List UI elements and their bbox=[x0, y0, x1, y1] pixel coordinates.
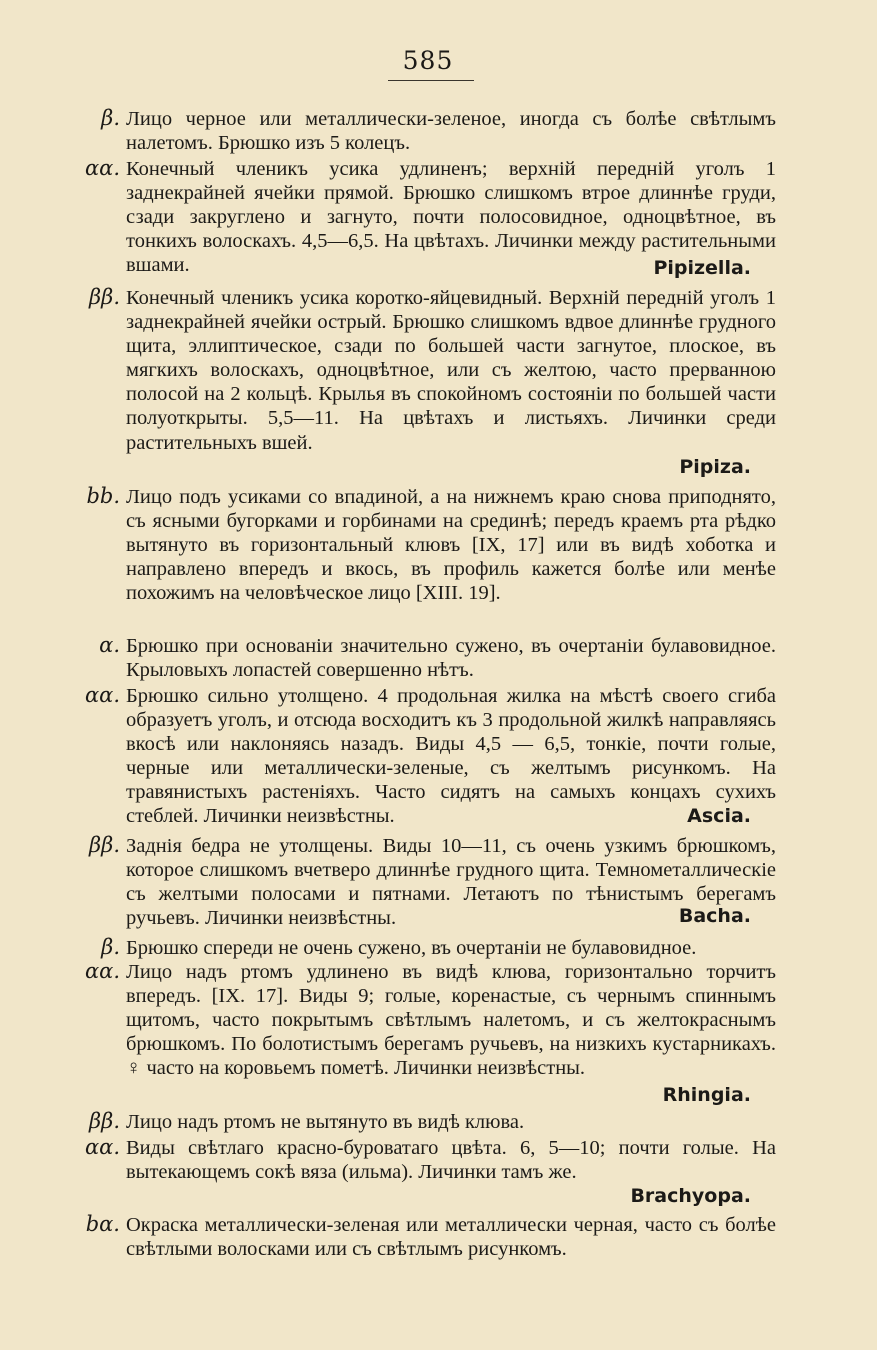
genus-name: Bacha. bbox=[678, 905, 751, 927]
key-marker: β. bbox=[101, 106, 120, 130]
key-marker: α. bbox=[99, 633, 120, 657]
key-marker: αα. bbox=[84, 959, 120, 983]
genus-name: Rhingia. bbox=[662, 1084, 751, 1106]
genus-name: Brachyopa. bbox=[630, 1185, 751, 1207]
key-text: Заднія бедра не утолщены. Виды 10—11, съ очень узкимъ брюшкомъ, которое слишкомъ вчетверо длиннѣе грудного щита. Темнометаллическіе съ желтыми полосами и пятнами. Летаютъ по тѣнистымъ берегамъ ручьевъ. Личинки неизвѣстны. bbox=[126, 835, 776, 930]
key-marker: β. bbox=[101, 935, 120, 959]
key-text-body: Конечный членикъ усика удлиненъ; верхній передній уголъ 1 заднекрайней ячейки прямой. Брюшко слишкомъ втрое длиннѣе груди, сзади закруглено и загнуто, почти полосовидное, одноцвѣтное, въ тонкихъ волоскахъ. 4,5—6,5. На цвѣтахъ. Личинки между растительными вшами. bbox=[126, 158, 776, 277]
key-marker: αα. bbox=[84, 1135, 120, 1159]
key-marker: bb. bbox=[86, 484, 120, 508]
key-text: Брюшко спереди не очень сужено, въ очертаніи не булавовидное. bbox=[126, 937, 697, 959]
genus-name: Ascia. bbox=[687, 805, 751, 827]
key-text: Виды свѣтлаго красно-буроватаго цвѣта. 6, 5—10; почти голые. На вытекающемъ сокѣ вяза (ильма). Личинки тамъ же. bbox=[126, 1137, 776, 1184]
page-number-rule bbox=[388, 80, 474, 81]
key-marker: αα. bbox=[84, 156, 120, 180]
key-text: Брюшко сильно утолщено. 4 продольная жилка на мѣстѣ своего сгиба образуетъ уголъ, и отсюда восходитъ къ 3 продольной жилкѣ направляясь вкосѣ или наклоняясь назадъ. Виды 4,5 — 6,5, тонкіе, почти голые, черные или металлически-зеленые, съ желтымъ рисункомъ. На травянистыхъ растеніяхъ. Часто сидятъ на самыхъ концахъ сухихъ стеблей. Личинки неизвѣстны. bbox=[126, 685, 776, 828]
key-marker: bα. bbox=[85, 1212, 120, 1236]
key-text: Брюшко при основаніи значительно сужено, въ очертаніи булавовидное. Крыловыхъ лопастей совершенно нѣтъ. bbox=[126, 635, 776, 682]
key-marker: αα. bbox=[84, 683, 120, 707]
key-text: Лицо черное или металлически-зеленое, иногда съ болѣе свѣтлымъ налетомъ. Брюшко изъ 5 колецъ. bbox=[126, 108, 776, 155]
key-text: Конечный членикъ усика коротко-яйцевидный. Верхній передній уголъ 1 заднекрайней ячейки острый. Брюшко слишкомъ вдвое длиннѣе грудного щита, эллиптическое, сзади по большей части загнутое, плоское, въ мягкихъ волоскахъ, одноцвѣтное, или съ желтою, часто прерванною полосой на 2 кольцѣ. Крылья въ спокойномъ состояніи по большей части полуоткрыты. 5,5—11. На цвѣтахъ и листьяхъ. Личинки среди растительныхъ вшей. bbox=[126, 287, 776, 454]
key-text: Лицо подъ усиками со впадиной, а на нижнемъ краю снова приподнято, съ ясными бугорками и горбинами на срединѣ; передъ краемъ рта рѣдко вытянуто въ горизонтальный клювъ [IX, 17] или въ видѣ хоботка и направлено впередъ и вкось, въ профиль кажется болѣе или менѣе похожимъ на человѣческое лицо [XIII. 19]. bbox=[126, 486, 776, 605]
genus-name: Pipizella. bbox=[653, 257, 751, 279]
key-text: Лицо надъ ртомъ не вытянуто въ видѣ клюва. bbox=[126, 1111, 525, 1133]
page-number: 585 bbox=[402, 46, 454, 75]
key-marker: ββ. bbox=[89, 833, 120, 857]
key-text: Окраска металлически-зеленая или металлически черная, часто съ болѣе свѣтлыми волосками или съ свѣтлымъ рисункомъ. bbox=[126, 1214, 776, 1261]
key-marker: ββ. bbox=[89, 1109, 120, 1133]
key-marker: ββ. bbox=[89, 285, 120, 309]
genus-name: Pipiza. bbox=[679, 456, 751, 478]
key-text: Лицо надъ ртомъ удлинено въ видѣ клюва, горизонтально торчитъ впередъ. [IX. 17]. Виды 9; голые, коренастые, съ чернымъ спиннымъ щитомъ, часто покрытымъ свѣтлымъ налетомъ, и съ желтокраснымъ брюшкомъ. По болотистымъ берегамъ ручьевъ, на низкихъ кустарникахъ. ♀ часто на коровьемъ пометѣ. Личинки неизвѣстны. bbox=[126, 961, 776, 1080]
